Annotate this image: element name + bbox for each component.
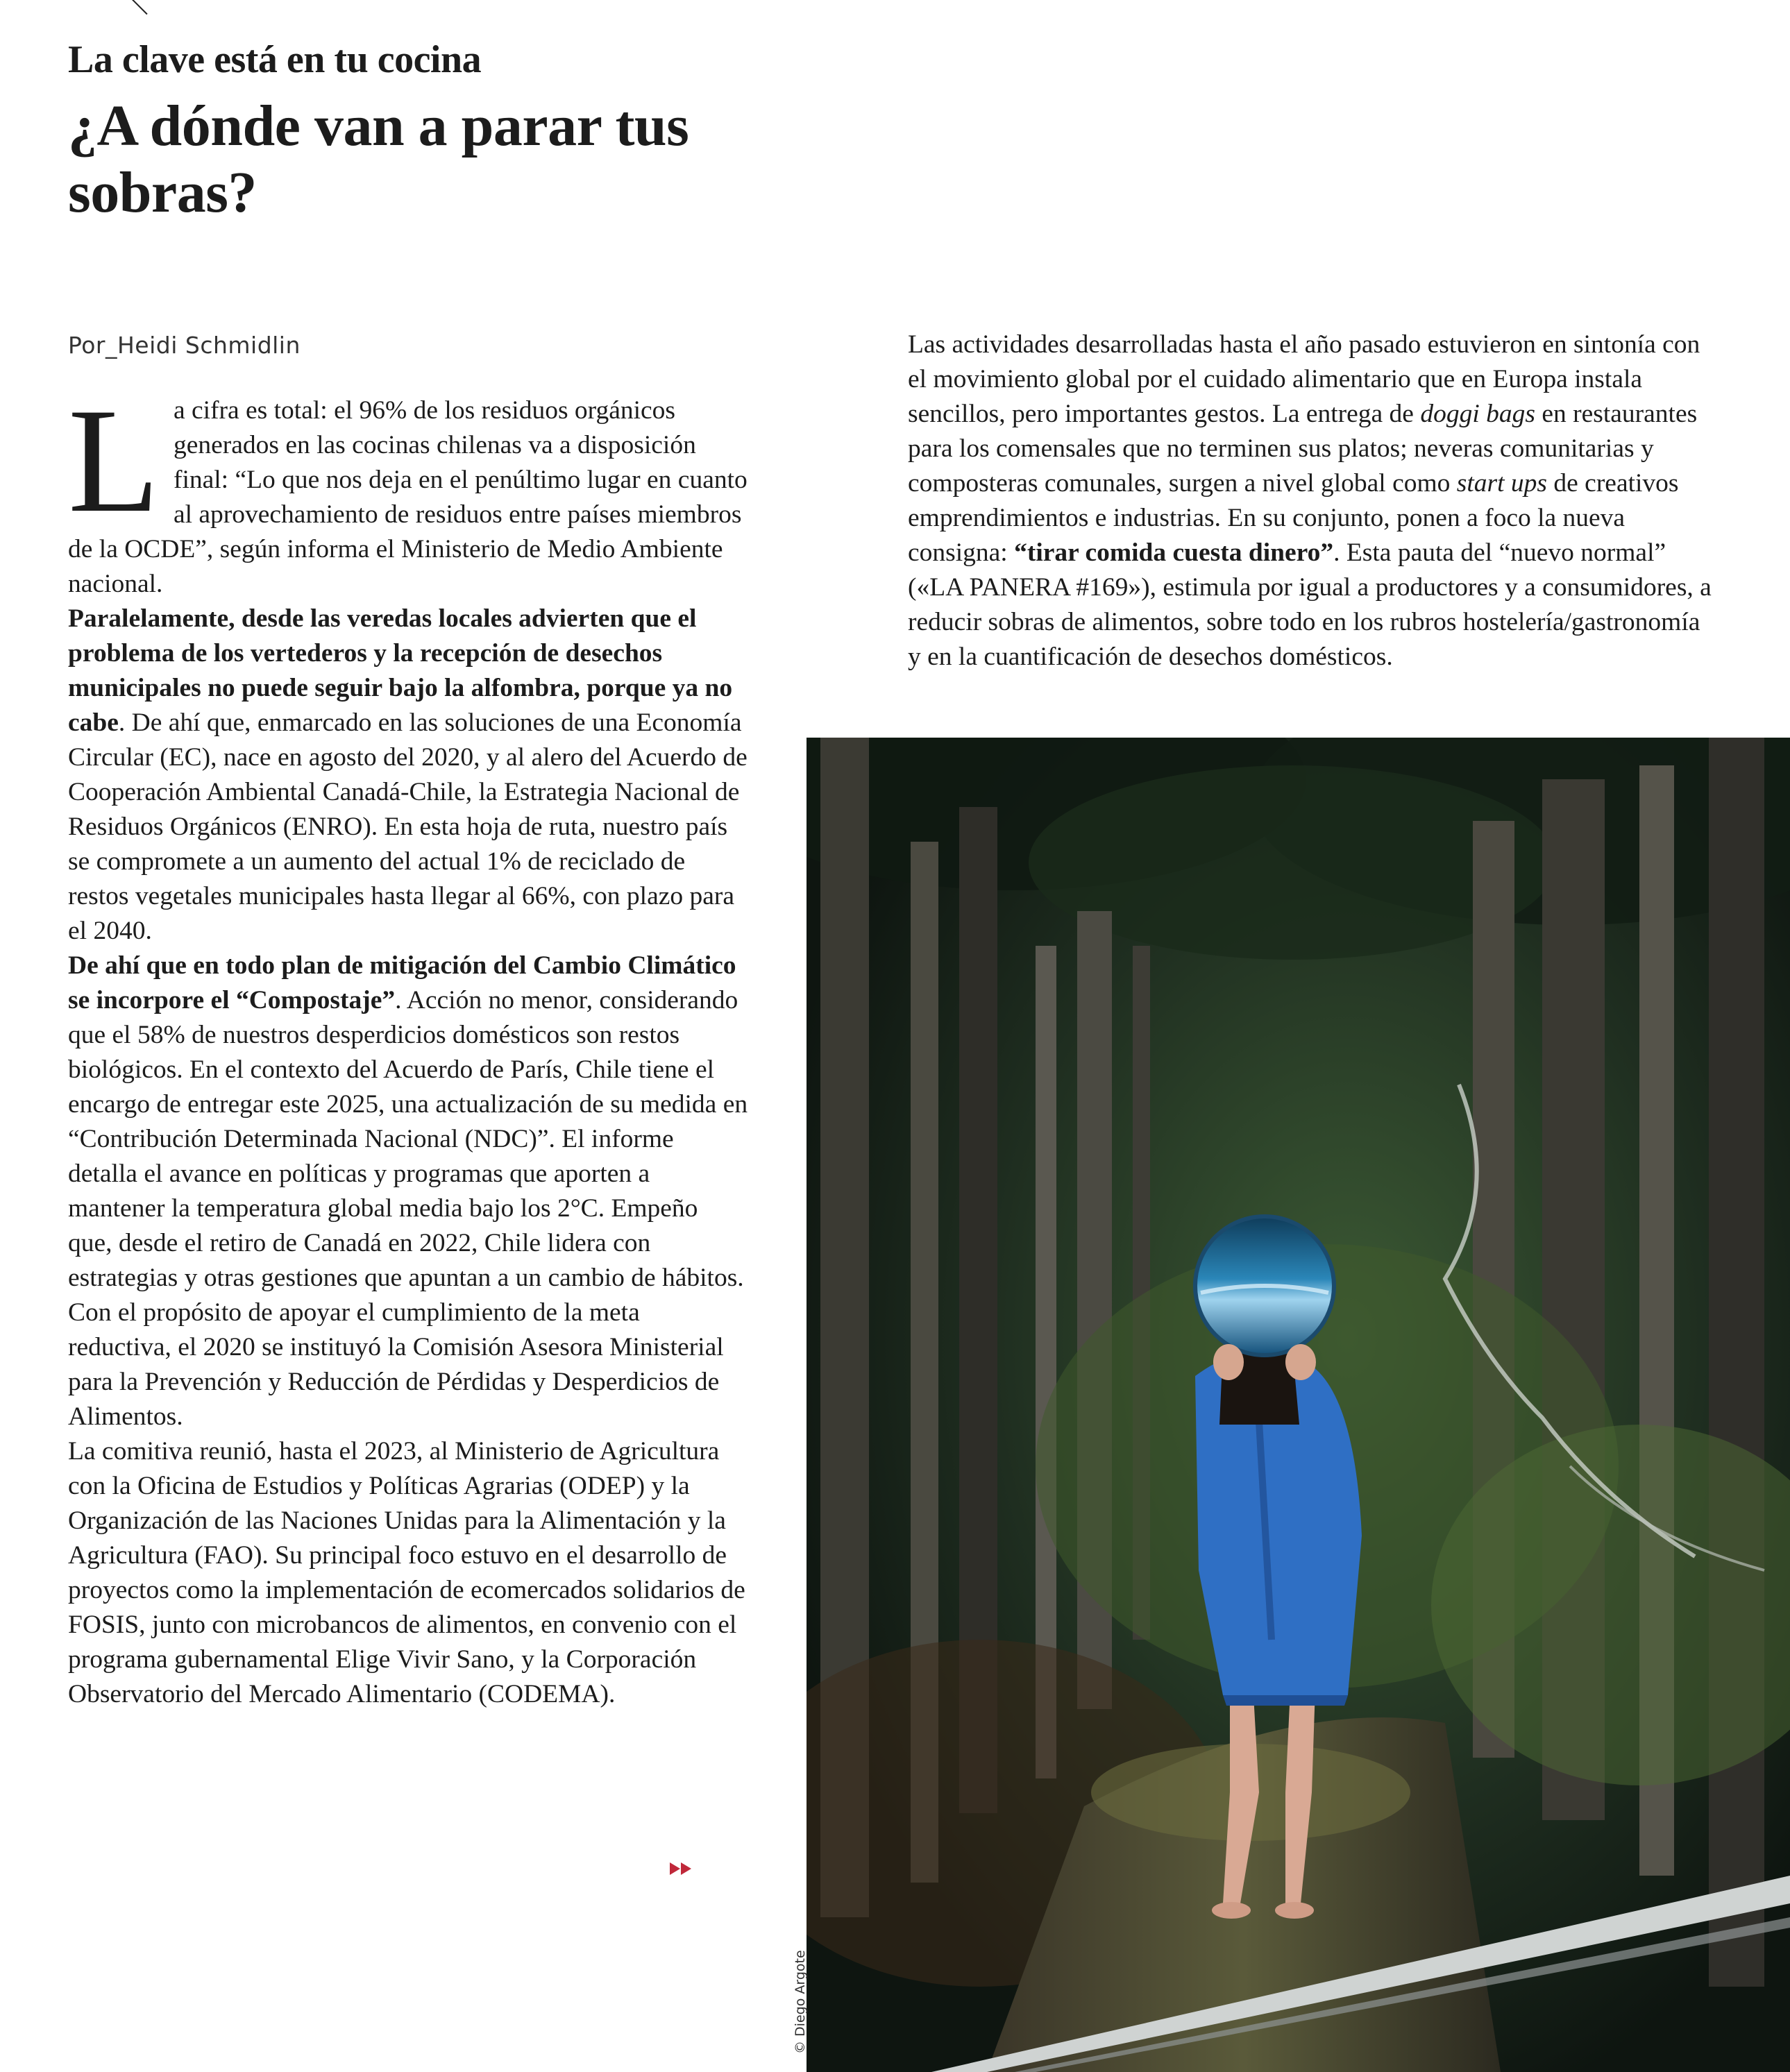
left-column [68, 377, 748, 1712]
paragraph-3-bold: De ahí que en todo plan de mitigación del Cambio Climático se incorpore el “Compostaje” [68, 951, 736, 1014]
right-text-2: en restaurantes para los comensales que no terminen sus platos; neveras comunitarias y composteras comunales, surgen a nivel global como [908, 400, 1698, 498]
paragraph-2-text: . De ahí que, enmarcado en las soluciones de una Economía Circular (EC), nace en agosto del 2020, y al alero del Acuerdo de Cooperación Ambiental Canadá-Chile, la Estrategia Nacional de Residuos Orgánicos (ENRO). En esta hoja de ruta, nuestro país se compromete a un aumento del actual 1% de reciclado de restos vegetales municipales hasta llegar al 66%, con plazo para el 2040. [68, 708, 748, 945]
drop-cap: L [68, 377, 160, 543]
right-text-3: de creativos emprendimientos e industrias. En su conjunto, ponen a foco la nueva consigna: [908, 469, 1679, 567]
right-bold-quote: “tirar comida cuesta dinero” [1014, 538, 1334, 567]
paragraph-1 [68, 377, 748, 602]
continue-arrow-icon [670, 1861, 693, 1880]
right-text-4: . Esta pauta del “nuevo normal” («LA PANERA #169»), estimula por igual a productores y a consumidores, a reducir sobras de alimentos, sobre todo en los rubros hostelería/gastronomía y en la cuantificación de desechos domésticos. [908, 538, 1712, 671]
right-italic-1: doggi bags [1420, 400, 1535, 428]
article-kicker: La clave está en tu cocina [68, 38, 482, 81]
paragraph-5: La comitiva reunió, hasta el 2023, al Ministerio de Agricultura con la Oficina de Estudios y Políticas Agrarias (ODEP) y la Organización de las Naciones Unidas para la Alimentación y la Agricultura (FAO). Su principal foco estuvo en el desarrollo de proyectos como la implementación de ecomercados solidarios de FOSIS, junto con microbancos de alimentos, en convenio con el programa gubernamental Elige Vivir Sano, y la Corporación Observatorio del Mercado Alimentario (CODEMA). [68, 1437, 745, 1708]
photo-credit: © Diego Argote [793, 1950, 808, 2054]
paragraph-1-text: a cifra es total: el 96% de los residuos orgánicos generados en las cocinas chilenas va a disposición final: “Lo que nos deja en el penúltimo lugar en cuanto al aprovechamiento de residuos entre países miembros de la OCDE”, según informa el Ministerio de Medio Ambiente nacional. [68, 396, 748, 598]
paragraph-3 [68, 949, 748, 1296]
right-column [908, 328, 1713, 674]
corner-mark [132, 0, 148, 15]
forest-photo [807, 738, 1790, 2072]
article-headline: ¿A dónde van a parar tus sobras? [68, 94, 689, 225]
right-paragraph [908, 328, 1713, 674]
paragraph-2 [68, 602, 748, 949]
paragraph-2-bold: Paralelamente, desde las veredas locales advierten que el problema de los vertederos y la recepción de desechos municipales no puede seguir bajo la alfombra, porque ya no cabe [68, 604, 733, 737]
paragraph-3-text: . Acción no menor, considerando que el 58% de nuestros desperdicios domésticos son restos biológicos. En el contexto del Acuerdo de París, Chile tiene el encargo de entregar este 2025, una actualización de su medida en “Contribución Determinada Nacional (NDC)”. El informe detalla el avance en políticas y programas que aporten a mantener la temperatura global media bajo los 2°C. Empeño que, desde el retiro de Canadá en 2022, Chile lidera con estrategias y otras gestiones que apuntan a un cambio de hábitos. [68, 986, 748, 1292]
right-italic-2: start ups [1456, 469, 1548, 498]
article-byline: Por_Heidi Schmidlin [68, 332, 301, 359]
paragraph-4: Con el propósito de apoyar el cumplimiento de la meta reductiva, el 2020 se instituyó la Comisión Asesora Ministerial para la Prevención y Reducción de Pérdidas y Desperdicios de Alimentos. [68, 1298, 724, 1431]
right-text-1: Las actividades desarrolladas hasta el año pasado estuvieron en sintonía con el movimiento global por el cuidado alimentario que en Europa instala sencillos, pero importantes gestos. La entrega de [908, 330, 1700, 428]
